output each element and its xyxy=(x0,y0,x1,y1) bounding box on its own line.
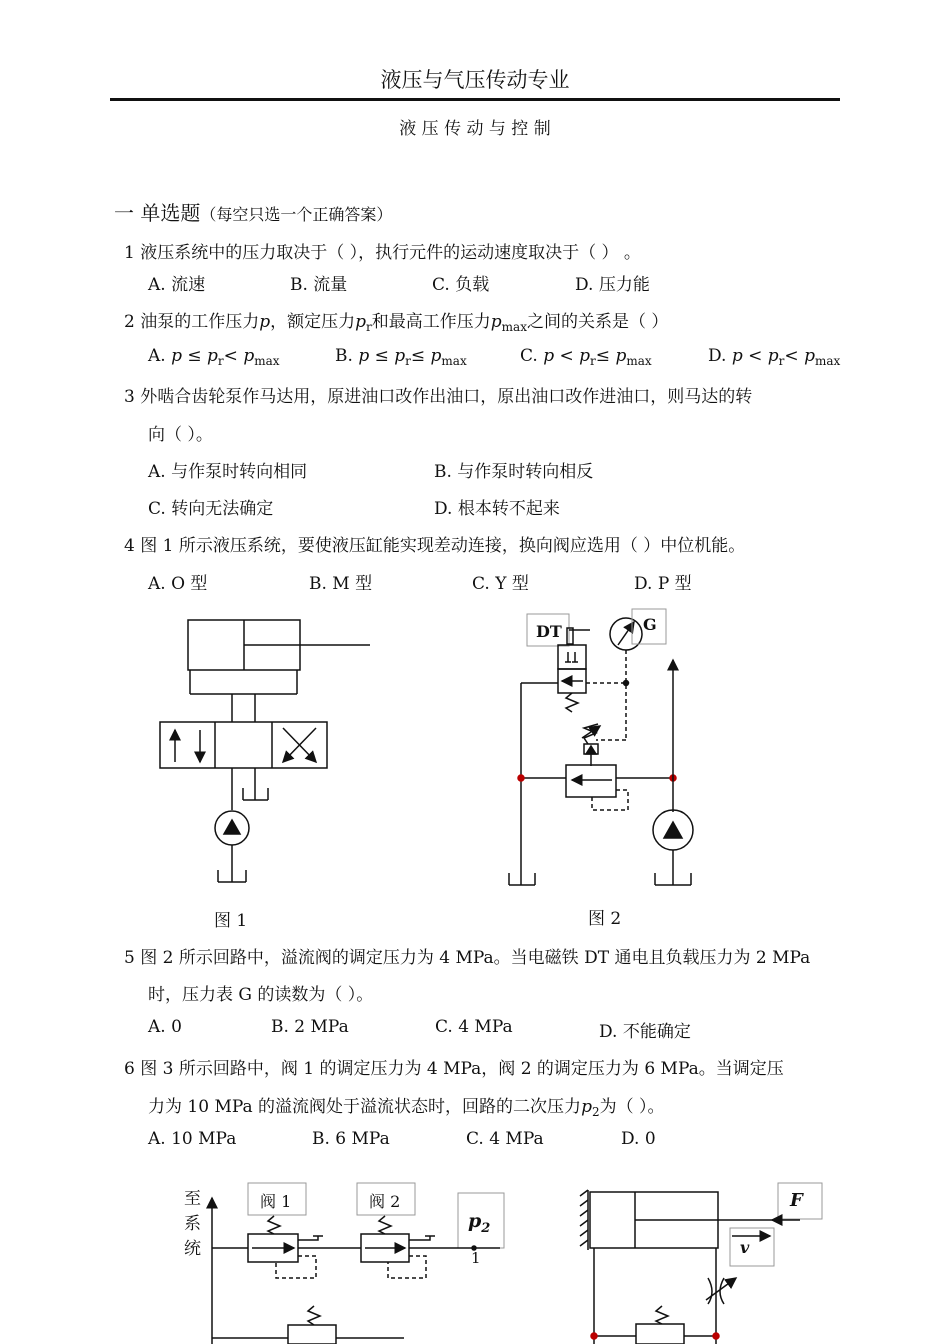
q1-option-b: B. 流量 xyxy=(290,275,348,295)
q2-d-sub: r xyxy=(778,354,785,368)
q3-option-d: D. 根本转不起来 xyxy=(434,499,560,519)
fig3-to-system-2: 系 xyxy=(184,1214,201,1234)
q6-stem-part: 为（ ）。 xyxy=(599,1097,665,1117)
fig3-sub2: 2 xyxy=(481,1221,491,1236)
fig3-to-system-1: 至 xyxy=(184,1189,201,1209)
q3-option-b: B. 与作泵时转向相反 xyxy=(434,462,594,482)
q2-b-expr: p ≤ p xyxy=(358,346,406,366)
fig3-valve2-label: 阀 2 xyxy=(369,1192,401,1211)
q1-option-a: A. 流速 xyxy=(148,275,206,295)
q2-d-label: D. xyxy=(708,346,727,366)
q3-stem-line2: 向（ ）。 xyxy=(148,425,213,445)
q6-option-c: C. 4 MPa xyxy=(466,1129,544,1149)
q5-option-a: A. 0 xyxy=(148,1017,182,1037)
q2-a-sub: r xyxy=(217,354,224,368)
q6-sub: 2 xyxy=(591,1105,600,1119)
q6-stem-part: 力为 10 MPa 的溢流阀处于溢流状态时，回路的二次压力 xyxy=(148,1097,582,1117)
figure-3 xyxy=(212,1183,504,1344)
header-subtitle: 液 压 传 动 与 控 制 xyxy=(399,119,551,139)
header-title: 液压与气压传动专业 xyxy=(380,68,570,92)
q2-b-label: B. xyxy=(335,346,353,366)
q2-c-label: C. xyxy=(520,346,538,366)
q2-a-label: A. xyxy=(148,346,166,366)
q4-option-a: A. O 型 xyxy=(148,574,208,594)
fig1-caption: 图 1 xyxy=(214,911,248,931)
q2-symbol-p: p xyxy=(355,312,367,332)
fig3-point-label: 1 xyxy=(471,1249,481,1267)
fig2-caption: 图 2 xyxy=(588,909,622,929)
section-title-text: 一 单选题 xyxy=(114,201,201,225)
q4-option-c: C. Y 型 xyxy=(472,574,529,594)
q2-a-expr: p ≤ p xyxy=(171,346,218,366)
q6-stem-line1: 6 图 3 所示回路中，阀 1 的调定压力为 4 MPa，阀 2 的调定压力为 6 MPa。当调定压 xyxy=(124,1059,784,1079)
fig3-p2-label xyxy=(468,1210,490,1236)
q2-sub-max: max xyxy=(501,320,527,334)
q6-option-b: B. 6 MPa xyxy=(312,1129,390,1149)
q2-symbol-p: p xyxy=(259,312,271,332)
q2-d-expr2: < p xyxy=(784,346,815,366)
fig3-to-system-3: 统 xyxy=(184,1239,201,1259)
q2-d-sub2: max xyxy=(814,354,841,368)
q6-option-d: D. 0 xyxy=(621,1129,656,1149)
q1-stem: 1 液压系统中的压力取决于（ ），执行元件的运动速度取决于（ ） 。 xyxy=(124,243,641,263)
figure-1 xyxy=(160,620,370,882)
q6-stem-line2 xyxy=(148,1092,665,1119)
q4-option-b: B. M 型 xyxy=(309,574,373,594)
q2-b-sub: r xyxy=(405,354,411,368)
q2-stem-part: 和最高工作压力 xyxy=(371,312,491,332)
figure-4 xyxy=(580,1183,822,1344)
q5-option-c: C. 4 MPa xyxy=(435,1017,513,1037)
q2-c-sub2: max xyxy=(626,354,652,368)
q4-stem: 4 图 1 所示液压系统，要使液压缸能实现差动连接，换向阀应选用（ ）中位机能。 xyxy=(124,536,746,556)
q3-stem-line1: 3 外啮合齿轮泵作马达用，原进油口改作出油口，原出油口改作进油口，则马达的转 xyxy=(124,387,753,407)
fig4-force-label: F xyxy=(790,1190,803,1211)
q2-c-expr: p < p xyxy=(543,346,591,366)
q5-option-b: B. 2 MPa xyxy=(271,1017,349,1037)
q4-option-d: D. P 型 xyxy=(634,574,692,594)
section-note: （每空只选一个正确答案） xyxy=(200,205,393,224)
q3-option-a: A. 与作泵时转向相同 xyxy=(148,462,308,482)
q2-a-expr2: < p xyxy=(223,346,255,366)
fig3-p: p xyxy=(468,1210,482,1232)
q1-option-d: D. 压力能 xyxy=(575,275,650,295)
fig2-g-label: G xyxy=(643,615,657,634)
q5-option-d: D. 不能确定 xyxy=(599,1022,691,1042)
fig4-velocity-label: v xyxy=(740,1238,750,1257)
fig3-valve1-label: 阀 1 xyxy=(260,1192,292,1211)
q2-stem-part: 之间的关系是（ ） xyxy=(526,312,669,332)
q2-d-expr: p < p xyxy=(731,346,779,366)
q2-c-expr2: ≤ p xyxy=(595,346,627,366)
figure-2 xyxy=(509,609,693,885)
q2-b-expr2: ≤ p xyxy=(410,346,442,366)
q1-option-c: C. 负载 xyxy=(432,275,490,295)
q2-b-sub2: max xyxy=(441,354,467,368)
q6-option-a: A. 10 MPa xyxy=(148,1129,237,1149)
q2-stem-part: 2 油泵的工作压力 xyxy=(124,312,260,332)
q2-symbol-p: p xyxy=(490,312,502,332)
q5-stem-line1: 5 图 2 所示回路中，溢流阀的调定压力为 4 MPa。当电磁铁 DT 通电且负载压力为 2 MPa xyxy=(124,948,811,968)
q6-symbol-p: p xyxy=(581,1097,592,1117)
q2-sub-r: r xyxy=(366,320,372,334)
q2-stem-part: ，额定压力 xyxy=(270,312,356,332)
q3-option-c: C. 转向无法确定 xyxy=(148,499,274,519)
fig2-dt-label: DT xyxy=(536,622,562,641)
q2-c-sub: r xyxy=(590,354,596,368)
q2-a-sub2: max xyxy=(254,354,280,368)
q5-stem-line2: 时，压力表 G 的读数为（ ）。 xyxy=(148,985,374,1005)
